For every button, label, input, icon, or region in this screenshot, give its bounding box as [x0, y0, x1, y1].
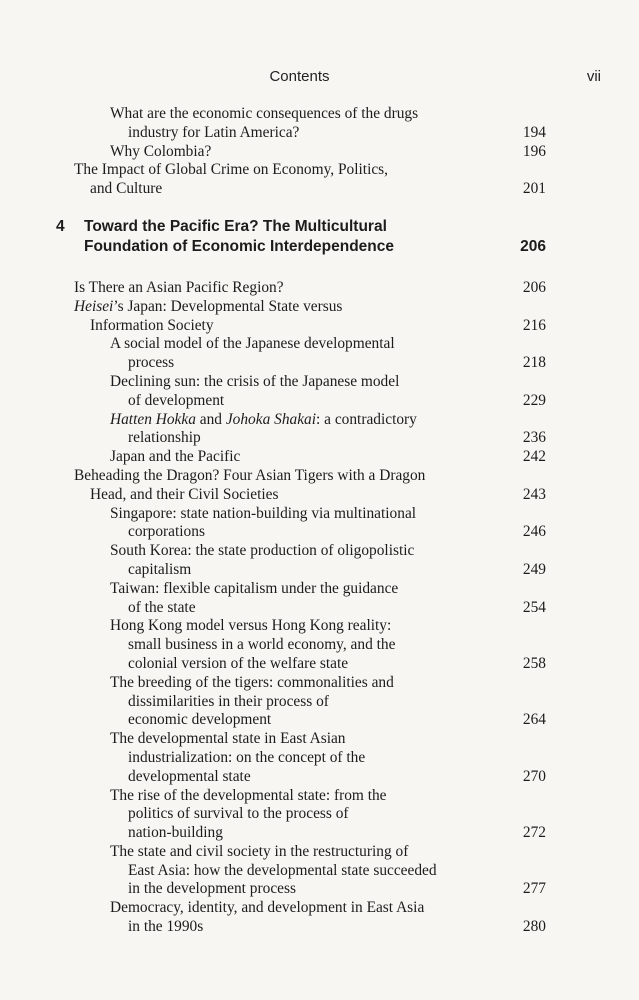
toc-entry[interactable] [0, 105, 639, 143]
toc-entry[interactable] [0, 787, 639, 843]
toc-entry-page: 270 [522, 767, 546, 785]
toc-entry-page: 258 [522, 654, 546, 672]
toc-entry[interactable] [0, 373, 639, 411]
toc-entry-page: 229 [522, 391, 546, 409]
toc-entry-line: Singapore: state nation-building via multinational [110, 504, 417, 522]
toc-entry-line: of development [128, 391, 225, 409]
toc-entry-page: 206 [522, 278, 546, 296]
toc-entry-line: East Asia: how the developmental state succeeded [128, 861, 437, 879]
chapter-heading[interactable] [0, 217, 639, 257]
toc-entry-line: industrialization: on the concept of the [128, 748, 366, 766]
toc-entry-line: Taiwan: flexible capitalism under the guidance [110, 579, 399, 597]
toc-entry[interactable] [0, 279, 639, 298]
chapter-page: 206 [520, 237, 546, 255]
toc-entry-page: 277 [522, 880, 546, 898]
toc-entries-after [0, 279, 639, 937]
toc-entry-page: 196 [522, 142, 546, 160]
toc-entry-line: in the development process [128, 880, 296, 898]
toc-entry-line: corporations [128, 523, 205, 541]
toc-entry[interactable] [0, 161, 639, 199]
toc-entry[interactable] [0, 580, 639, 618]
toc-entry[interactable] [0, 467, 639, 505]
page-number: vii [586, 68, 601, 85]
toc-entry-line: politics of survival to the process of [128, 805, 349, 823]
toc-entry-page: 194 [522, 123, 546, 141]
toc-entry-line: Hong Kong model versus Hong Kong reality: [110, 617, 392, 635]
toc-entry-line: Declining sun: the crisis of the Japanese model [110, 372, 400, 390]
toc-entry-line: Heisei’s Japan: Developmental State versus [74, 297, 343, 315]
toc-entry[interactable] [0, 505, 639, 543]
toc-entry-line: Japan and the Pacific [110, 448, 241, 466]
toc-entry[interactable] [0, 448, 639, 467]
toc-entry-line: South Korea: the state production of oligopolistic [110, 542, 415, 560]
toc-entry-page: 236 [522, 429, 546, 447]
toc-entry-line: economic development [128, 711, 272, 729]
toc-entry-line: industry for Latin America? [128, 123, 300, 141]
toc-entry[interactable] [0, 335, 639, 373]
toc-entry[interactable] [0, 411, 639, 449]
toc-entry-page: 216 [522, 316, 546, 334]
toc-entry-page: 264 [522, 711, 546, 729]
toc-entry-line: Democracy, identity, and development in East Asia [110, 899, 425, 917]
toc-entry[interactable] [0, 143, 639, 162]
toc-entry-line: and Culture [90, 180, 163, 198]
toc-entry-line: nation-building [128, 824, 223, 842]
toc-entry-line: Hatten Hokka and Johoka Shakai: a contradictory [110, 410, 417, 428]
toc-entry-line: Beheading the Dragon? Four Asian Tigers with a Dragon [74, 466, 426, 484]
toc-entry-page: 246 [522, 523, 546, 541]
toc-entry[interactable] [0, 298, 639, 336]
toc-entry[interactable] [0, 730, 639, 786]
running-title: Contents [269, 68, 330, 85]
toc-entry-line: The state and civil society in the restructuring of [110, 842, 409, 860]
toc-entry-line: colonial version of the welfare state [128, 654, 349, 672]
table-of-contents [0, 105, 639, 937]
toc-entry-page: 201 [522, 180, 546, 198]
toc-entry-line: What are the economic consequences of the drugs [110, 105, 419, 122]
toc-entry-line: dissimilarities in their process of [128, 692, 329, 710]
toc-entry-page: 254 [522, 598, 546, 616]
toc-entry-page: 218 [522, 354, 546, 372]
toc-entry-line: The rise of the developmental state: from the [110, 786, 387, 804]
toc-entry-page: 242 [522, 448, 546, 466]
toc-entry-page: 280 [522, 918, 546, 936]
running-header [0, 68, 639, 90]
toc-entry-line: Head, and their Civil Societies [90, 485, 279, 503]
toc-entry-line: The Impact of Global Crime on Economy, Politics, [74, 161, 389, 179]
toc-entry-page: 249 [522, 560, 546, 578]
toc-entry-line: developmental state [128, 767, 251, 785]
toc-entry-page: 243 [522, 485, 546, 503]
toc-entry[interactable] [0, 617, 639, 673]
toc-entry[interactable] [0, 843, 639, 899]
toc-entry-line: Is There an Asian Pacific Region? [74, 278, 284, 296]
toc-entry-line: relationship [128, 429, 201, 447]
toc-entry-line: in the 1990s [128, 918, 204, 936]
toc-entry-line: A social model of the Japanese developmental [110, 335, 395, 353]
toc-entry[interactable] [0, 899, 639, 937]
toc-entry-line: The developmental state in East Asian [110, 730, 346, 748]
chapter-number: 4 [56, 217, 65, 235]
toc-entry-line: of the state [128, 598, 196, 616]
toc-entries-before [0, 105, 639, 199]
chapter-title-line: Toward the Pacific Era? The Multicultural [84, 217, 387, 235]
toc-entry-line: capitalism [128, 560, 192, 578]
chapter-title-line: Foundation of Economic Interdependence [84, 237, 395, 255]
toc-entry-line: process [128, 354, 175, 372]
toc-entry-line: Why Colombia? [110, 142, 212, 160]
toc-entry-line: small business in a world economy, and the [128, 636, 396, 654]
toc-entry[interactable] [0, 542, 639, 580]
toc-entry-page: 272 [522, 824, 546, 842]
toc-entry-line: The breeding of the tigers: commonalities and [110, 673, 394, 691]
toc-entry-line: Information Society [90, 316, 214, 334]
toc-entry[interactable] [0, 674, 639, 730]
